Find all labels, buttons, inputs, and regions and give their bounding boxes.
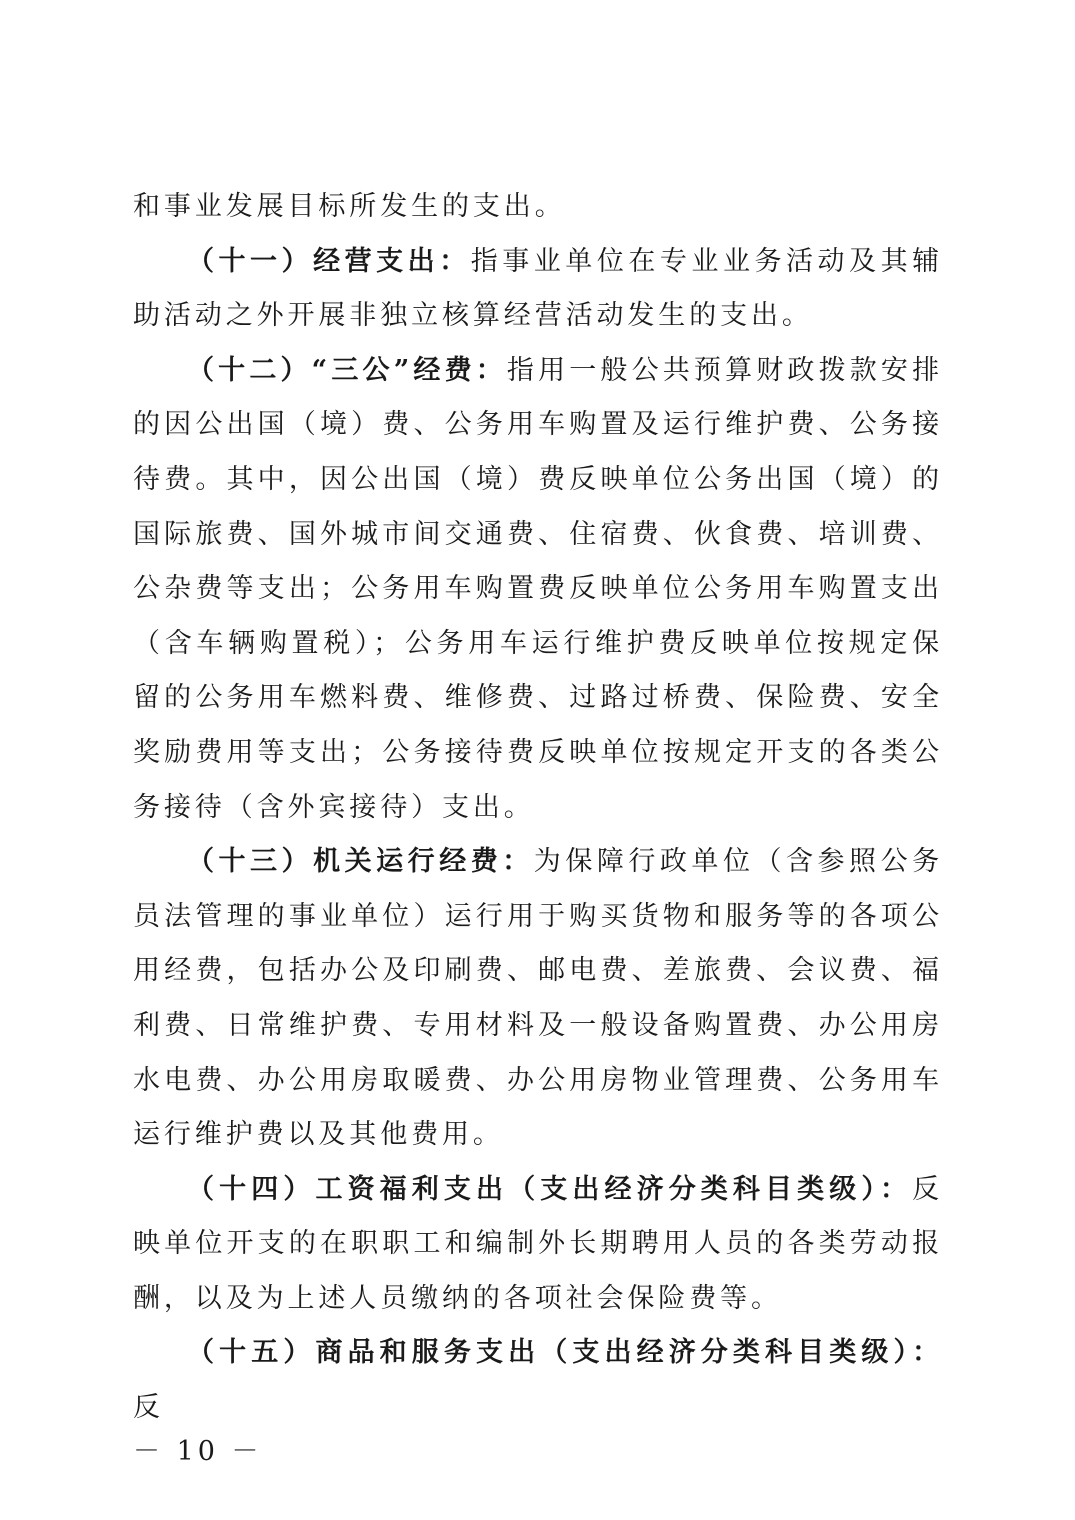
- paragraph-heading: （十一）经营支出：: [187, 245, 471, 277]
- paragraph-11: [133, 235, 943, 344]
- paragraph-heading: （十五）商品和服务支出（支出经济分类科目类级）：: [187, 1337, 943, 1369]
- paragraph-heading: （十四）工资福利支出（支出经济分类科目类级）：: [187, 1173, 913, 1205]
- paragraph-body: 指用一般公共预算财政拨款安排的因公出国（境）费、公务用车购置及运行维护费、公务接待费。其中，因公出国（境）费反映单位公务出国（境）的国际旅费、国外城市间交通费、住宿费、伙食费、培训费、公杂费等支出；公务用车购置费反映单位公务用车购置支出（含车辆购置税）；公务用车运行维护费反映单位按规定保留的公务用车燃料费、维修费、过路过桥费、保险费、安全奖励费用等支出；公务接待费反映单位按规定开支的各类公务接待（含外宾接待）支出。: [133, 354, 943, 823]
- paragraph-body: 和事业发展目标所发生的支出。: [133, 191, 566, 222]
- paragraph-body: 反映单位开支的在职职工和编制外长期聘用人员的各类劳动报酬，以及为上述人员缴纳的各项社会保险费等。: [133, 1173, 943, 1314]
- paragraph-13: [133, 835, 943, 1163]
- paragraph-15: [133, 1326, 943, 1435]
- paragraph-body: 指事业单位在专业业务活动及其辅助活动之外开展非独立核算经营活动发生的支出。: [133, 245, 943, 332]
- paragraph-12: [133, 344, 943, 835]
- paragraph-continuation: [133, 180, 943, 235]
- paragraph-body: 为保障行政单位（含参照公务员法管理的事业单位）运行用于购买货物和服务等的各项公用经费，包括办公及印刷费、邮电费、差旅费、会议费、福利费、日常维护费、专用材料及一般设备购置费、办公用房水电费、办公用房取暖费、办公用房物业管理费、公务用车运行维护费以及其他费用。: [133, 846, 944, 1151]
- paragraph-heading: （十三）机关运行经费：: [187, 846, 534, 878]
- body-text: [133, 180, 943, 1436]
- paragraph-heading: （十二）“三公”经费：: [187, 354, 507, 386]
- page-number: － 10 －: [133, 1436, 263, 1467]
- paragraph-14: [133, 1163, 943, 1327]
- paragraph-body: 反: [133, 1392, 164, 1424]
